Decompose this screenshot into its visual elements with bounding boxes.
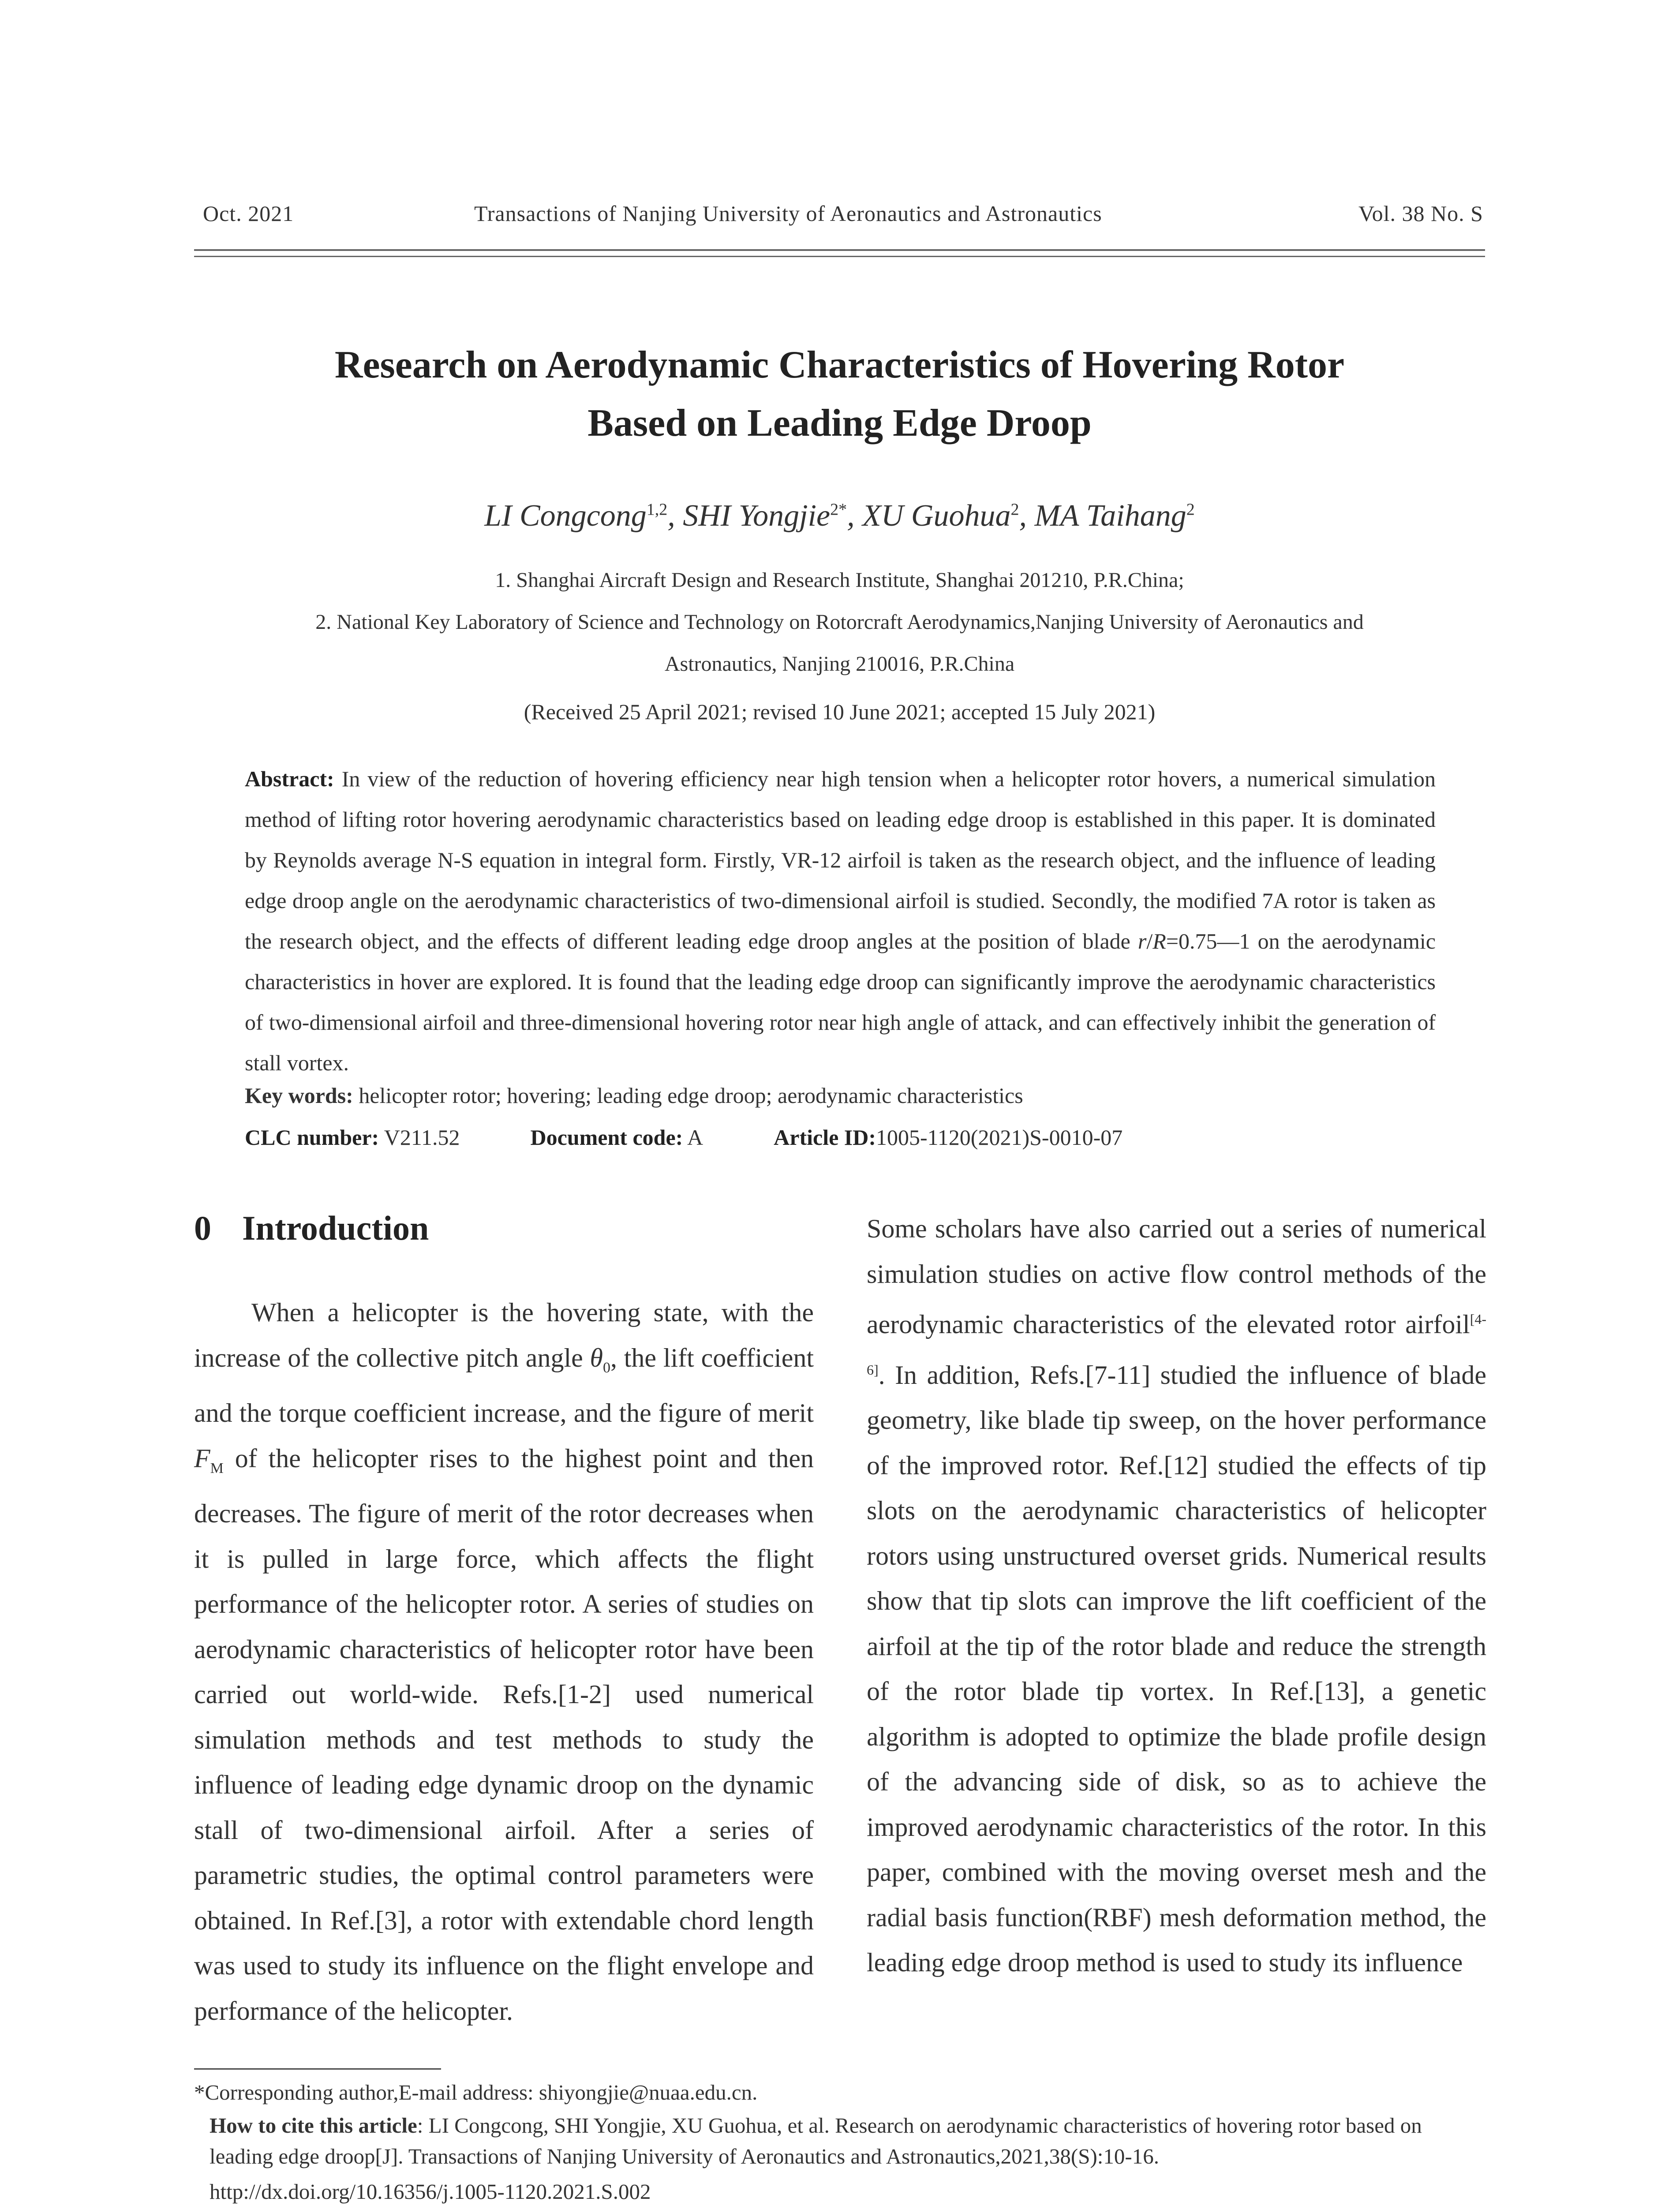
text-run: of the helicopter rises to the highest point and then decreases. The figure of merit of the rotor decreases when it is pulled in large force, which affects the flight performance of the helicopter rotor. A series of studies on aerodynamic characteristics of helicopter rotor have been carried out world-wide. Refs.[1-2] used numerical simulation methods and test methods to study the influence of leading edge dynamic droop on the dynamic stall of two-dimensional airfoil. After a series of parametric studies, the optimal control parameters were obtained. In Ref.[3], a rotor with extendable chord length was used to study its influence on the flight envelope and performance of the helicopter. [194, 1443, 814, 2026]
abstract-var-R: R [1152, 929, 1166, 953]
affiliation-1: 1. Shanghai Aircraft Design and Research Institute, Shanghai 201210, P.R.China; [495, 568, 1184, 592]
corresponding-author-note: *Corresponding author,E-mail address: shiyongjie@nuaa.edu.cn. [194, 2080, 758, 2104]
intro-paragraph-2 [867, 1206, 1486, 1985]
title-line-2: Based on Leading Edge Droop [587, 402, 1092, 445]
article-id-value: 1005-1120(2021)S-0010-07 [876, 1125, 1123, 1150]
author-name: LI Congcong [484, 499, 647, 533]
clc-value: V211.52 [379, 1125, 460, 1150]
theta-symbol: θ [590, 1343, 603, 1372]
figure-of-merit-symbol: F [194, 1443, 210, 1473]
received-dates: (Received 25 April 2021; revised 10 June 2021; accepted 15 July 2021) [524, 699, 1156, 724]
citation-ref: [4-6] [867, 1311, 1486, 1378]
article-id-label: Article ID: [774, 1125, 876, 1150]
citation-text: : LI Congcong, SHI Yongjie, XU Guohua, et al. Research on aerodynamic characteristics of hovering rotor based on leading edge droop[J]. Transactions of Nanjing University of Aeronautics and Astronautics,2021,38(S):10-16. [210, 2113, 1422, 2168]
author-list: LI Congcong$^{1,2}$, SHI Yongjie$^{2*}$, XU Guohua$^2$, MA Taihang$^2$ [484, 499, 1195, 533]
text-run: Some scholars have also carried out a series of numerical simulation studies on active flow control methods of the aerodynamic characteristics of the elevated rotor airfoil [867, 1214, 1486, 1339]
abstract [245, 759, 1436, 1083]
author-name: XU Guohua [862, 499, 1011, 533]
author-affiliation-mark: 2 [1010, 500, 1019, 519]
text-run: When a helicopter is the hovering state, with the increase of the collective pitch angle [194, 1298, 814, 1372]
header-volume: Vol. 38 No. S [1358, 201, 1483, 226]
author-name: MA Taihang [1034, 499, 1186, 533]
document-code-value: A [683, 1125, 703, 1150]
figure-of-merit-subscript: M [210, 1460, 224, 1476]
header-date: Oct. 2021 [203, 201, 294, 226]
abstract-slash: / [1146, 929, 1153, 953]
abstract-label: Abstract: [245, 766, 334, 791]
abstract-text: In view of the reduction of hovering efficiency near high tension when a helicopter rotor hovers, a numerical simulation method of lifting rotor hovering aerodynamic characteristics based on leading edge droop is established in this paper. It is dominated by Reynolds average N-S equation in integral form. Firstly, VR-12 airfoil is taken as the research object, and the influence of leading edge droop angle on the aerodynamic characteristics of two-dimensional airfoil is studied. Secondly, the modified 7A rotor is taken as the research object, and the effects of different leading edge droop angles at the position of blade [245, 766, 1436, 953]
text-run: , the lift coefficient and the torque coefficient increase, and the figure of merit [194, 1343, 814, 1428]
header-rule-top [194, 249, 1485, 251]
affiliation-2: 2. National Key Laboratory of Science and Technology on Rotorcraft Aerodynamics,Nanjing University of Aeronautics and [315, 610, 1364, 634]
abstract-var-r: r [1137, 929, 1147, 953]
author-affiliation-mark: 1,2 [646, 500, 668, 519]
keywords-label: Key words: [245, 1083, 353, 1108]
theta-subscript: 0 [603, 1359, 610, 1376]
clc-label: CLC number: [245, 1125, 379, 1150]
left-column [194, 1290, 814, 2033]
classification-line [245, 1125, 1122, 1150]
title-line-1: Research on Aerodynamic Characteristics of Hovering Rotor [334, 344, 1345, 386]
section-number: 0 [194, 1209, 211, 1247]
paper-title [194, 336, 1485, 452]
footnote-rule [194, 2068, 441, 2070]
header-rule-bottom [194, 256, 1485, 257]
text-run: . In addition, Refs.[7-11] studied the influence of blade geometry, like blade tip sweep, on the hover performance of the improved rotor. Ref.[12] studied the effects of tip slots on the aerodynamic characteristics of helicopter rotors using unstructured overset grids. Numerical results show that tip slots can improve the lift coefficient of the airfoil at the tip of the rotor blade and reduce the strength of the rotor blade tip vortex. In Ref.[13], a genetic algorithm is adopted to optimize the blade profile design of the advancing side of disk, so as to achieve the improved aerodynamic characteristics of the rotor. In this paper, combined with the moving overset mesh and the radial basis function(RBF) mesh deformation method, the leading edge droop method is used to study its influence [867, 1360, 1486, 1977]
doi-link[interactable]: http://dx.doi.org/10.16356/j.1005-1120.2021.S.002 [210, 2179, 651, 2204]
author-affiliation-mark: 2 [1186, 500, 1195, 519]
document-code-label: Document code: [530, 1125, 683, 1150]
right-column [867, 1206, 1486, 1985]
intro-paragraph-1 [194, 1290, 814, 2033]
keywords [245, 1083, 1023, 1108]
citation-note [210, 2110, 1485, 2172]
abstract-text-cont: =0.75—1 on the aerodynamic characteristics in hover are explored. It is found that the leading edge droop can significantly improve the aerodynamic characteristics of two-dimensional airfoil and three-dimensional hovering rotor near high angle of attack, and can effectively inhibit the generation of stall vortex. [245, 929, 1436, 1075]
section-title: Introduction [242, 1209, 429, 1247]
author-name: SHI Yongjie [683, 499, 831, 533]
section-heading [194, 1208, 429, 1248]
header-journal: Transactions of Nanjing University of Aeronautics and Astronautics [474, 201, 1102, 226]
author-affiliation-mark: 2* [830, 500, 847, 519]
keywords-text: helicopter rotor; hovering; leading edge droop; aerodynamic characteristics [353, 1083, 1023, 1108]
affiliation-2-cont: Astronautics, Nanjing 210016, P.R.China [664, 652, 1015, 676]
citation-label: How to cite this article [210, 2113, 417, 2138]
